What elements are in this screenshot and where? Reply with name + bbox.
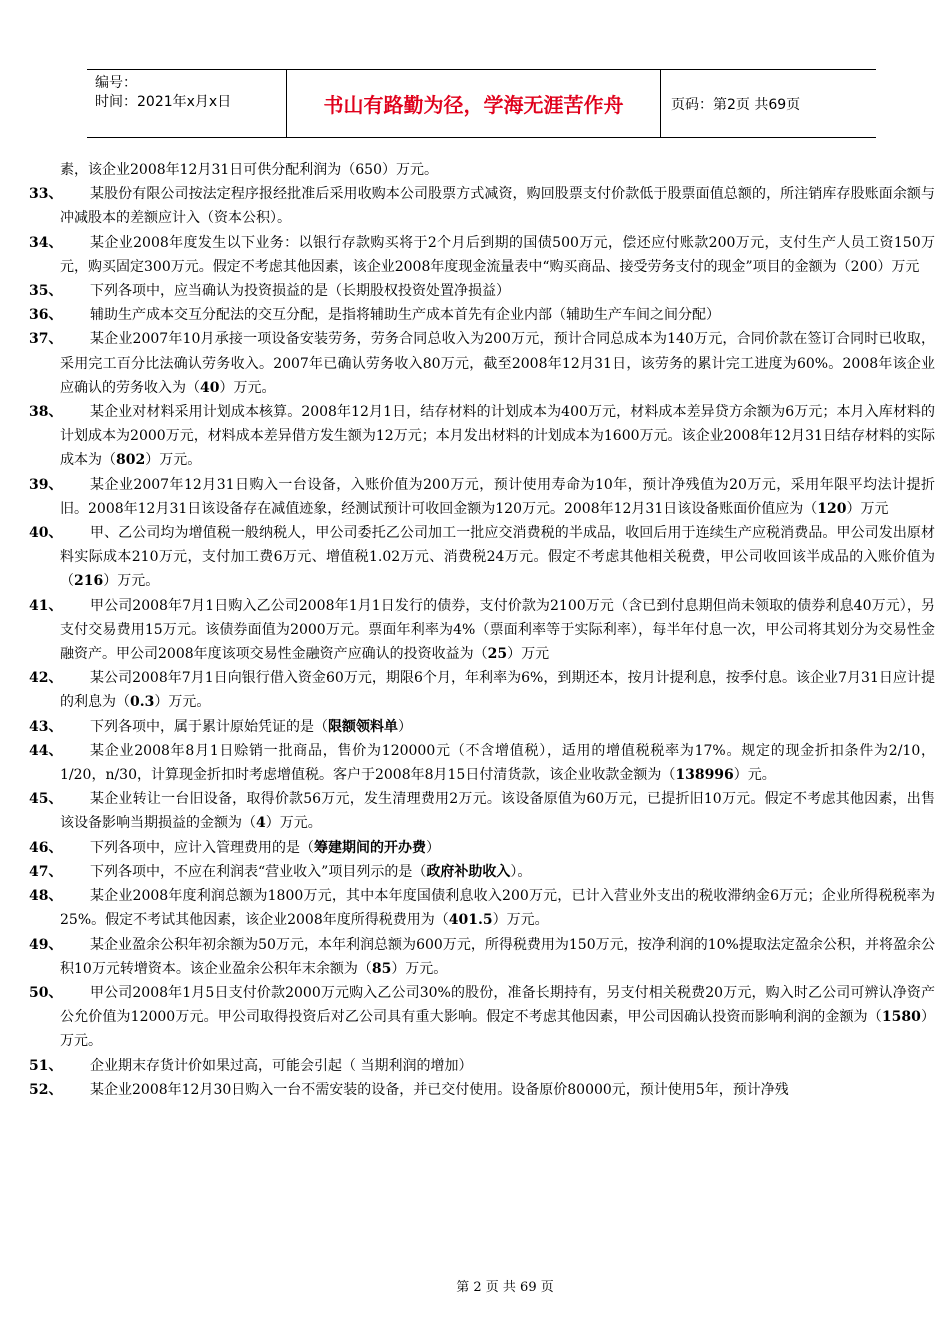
item-text xyxy=(60,303,935,327)
list-item xyxy=(29,836,935,860)
header-meta xyxy=(87,70,287,137)
item-number: 41、 xyxy=(29,597,63,614)
item-suffix: ）万元 xyxy=(846,500,889,517)
item-question: 甲、乙公司均为增值税一般纳税人，甲公司委托乙公司加工一批应交消费税的半成品，收回后用于连续生产应税消费品。甲公司发出原材料实际成本210万元，支付加工费6万元、增值税1.02万元、消费税24万元。假定不考虑其他相关税费，甲公司收回该半成品的入账价值为（ xyxy=(60,525,935,590)
item-number: 40、 xyxy=(29,525,63,542)
item-number: 47、 xyxy=(29,863,63,880)
item-question: 某企业2008年度利润总额为1800万元，其中本年度国债利息收入200万元，已计入营业外支出的税收滞纳金6万元；企业所得税税率为25%。假定不考试其他因素，该企业2008年度所得税费用为（ xyxy=(60,888,935,929)
item-text xyxy=(60,666,935,714)
item-suffix: ）万元。 xyxy=(154,694,211,711)
item-text xyxy=(60,836,935,860)
list-item xyxy=(29,739,935,787)
list-item xyxy=(29,933,935,981)
item-number: 52、 xyxy=(29,1081,63,1098)
item-text xyxy=(60,739,935,787)
item-number: 44、 xyxy=(29,742,63,759)
item-question: 某企业2007年10月承接一项设备安装劳务，劳务合同总收入为200万元，预计合同总成本为140万元，合同价款在签订合同时已收取，采用完工百分比法确认劳务收入。2007年已确认劳务收入80万元，截至2008年12月31日，该劳务的累计完工进度为60%。2008年该企业应确认的劳务收入为（ xyxy=(60,331,935,396)
item-suffix: ）万元。 xyxy=(391,960,448,977)
item-number: 37、 xyxy=(29,331,63,348)
continuation-text: 素，该企业2008年12月31日可供分配利润为（650）万元。 xyxy=(60,162,438,178)
list-item xyxy=(29,182,935,230)
item-question: 下列各项中，应计入管理费用的是（ xyxy=(90,839,314,856)
item-question: 某股份有限公司按法定程序报经批准后采用收购本公司股票方式减资，购回股票支付价款低于股票面值总额的，所注销库存股账面余额与冲减股本的差额应计入（资本公积）。 xyxy=(60,186,935,227)
list-item xyxy=(29,400,935,473)
list-item xyxy=(29,594,935,667)
item-answer: 85 xyxy=(371,960,392,977)
item-suffix: ）万元。 xyxy=(219,379,276,396)
item-number: 43、 xyxy=(29,718,63,735)
item-question: 某企业盈余公积年初余额为50万元，本年利润总额为600万元，所得税费用为150万元，按净利润的10%提取法定盈余公积，并将盈余公积10万元转增资本。该企业盈余公积年末余额为（ xyxy=(60,936,935,977)
item-suffix: ）万元。 xyxy=(145,452,202,469)
item-answer: 筹建期间的开办费 xyxy=(314,839,426,856)
page-footer: 第 2 页 共 69 页 xyxy=(456,1280,554,1295)
item-answer: 4 xyxy=(256,815,266,832)
item-number: 36、 xyxy=(29,307,63,324)
list-item xyxy=(29,787,935,835)
list-item xyxy=(29,231,935,279)
item-answer: 216 xyxy=(74,573,104,590)
item-number: 45、 xyxy=(29,791,63,808)
item-suffix: ）万元。 xyxy=(265,815,322,832)
item-number: 34、 xyxy=(29,234,63,251)
document-body xyxy=(29,158,935,1102)
item-number: 33、 xyxy=(29,186,63,203)
item-suffix: ）万元。 xyxy=(492,912,549,929)
item-question: 辅助生产成本交互分配法的交互分配，是指将辅助生产成本首先有企业内部（辅助生产车间之间分配） xyxy=(90,307,720,324)
item-suffix: ）万元 xyxy=(507,646,550,663)
item-answer: 120 xyxy=(817,500,847,517)
list-item xyxy=(29,981,935,1054)
item-number: 49、 xyxy=(29,936,63,953)
item-answer: 25 xyxy=(487,646,508,663)
item-text xyxy=(60,327,935,400)
item-number: 48、 xyxy=(29,888,63,905)
list-item xyxy=(29,327,935,400)
item-answer: 政府补助收入 xyxy=(426,863,511,880)
item-question: 下列各项中，不应在利润表“营业收入”项目列示的是（ xyxy=(90,863,427,880)
item-question: 下列各项中，应当确认为投资损益的是（长期股权投资处置净损益） xyxy=(90,283,510,300)
item-question: 下列各项中，属于累计原始凭证的是（ xyxy=(90,718,328,735)
item-text xyxy=(60,231,935,279)
item-question: 某企业2007年12月31日购入一台设备，入账价值为200万元，预计使用寿命为10年，预计净残值为20万元，采用年限平均法计提折旧。2008年12月31日该设备存在减值迹象，经测试预计可收回金额为120万元。2008年12月31日该设备账面价值应为（ xyxy=(60,476,935,517)
header-page-label: 页码：第2页 共69页 xyxy=(671,96,801,113)
item-text xyxy=(60,1054,935,1078)
item-answer: 802 xyxy=(116,452,146,469)
item-suffix: ）元。 xyxy=(733,767,776,784)
list-item xyxy=(29,666,935,714)
list-item xyxy=(29,303,935,327)
item-text xyxy=(60,400,935,473)
item-suffix: ） xyxy=(398,718,412,735)
item-question: 某企业转让一台旧设备，取得价款56万元，发生清理费用2万元。该设备原值为60万元，已提折旧10万元。假定不考虑其他因素，出售该设备影响当期损益的金额为（ xyxy=(60,791,935,832)
item-number: 50、 xyxy=(29,984,63,1001)
item-question: 企业期末存货计价如果过高，可能会引起（ 当期利润的增加） xyxy=(90,1057,473,1074)
item-answer: 40 xyxy=(200,379,220,396)
item-question: 某企业2008年12月30日购入一台不需安装的设备，并已交付使用。设备原价80000元，预计使用5年，预计净残 xyxy=(90,1081,789,1098)
item-question: 某公司2008年7月1日向银行借入资金60万元，期限6个月，年利率为6%，到期还本，按月计提利息，按季付息。该企业7月31日应计提的利息为（ xyxy=(60,670,935,711)
item-text xyxy=(60,933,935,981)
item-answer: 0.3 xyxy=(130,694,155,711)
list-item xyxy=(29,884,935,932)
item-suffix: ）。 xyxy=(510,863,532,880)
item-answer: 138996 xyxy=(675,767,734,784)
item-text xyxy=(60,279,935,303)
item-answer: 401.5 xyxy=(448,912,493,929)
item-question: 某企业2008年度发生以下业务：以银行存款购买将于2个月后到期的国债500万元，偿还应付账款200万元，支付生产人员工资150万元，购买固定300万元。假定不考虑其他因素，该企业2008年度现金流量表中“购买商品、接受劳务支付的现金”项目的金额为（200）万元 xyxy=(60,234,935,275)
number-label: 编号： xyxy=(95,75,137,91)
list-item xyxy=(29,1078,935,1102)
item-text xyxy=(60,521,935,594)
item-number: 38、 xyxy=(29,404,63,421)
item-text xyxy=(60,1078,935,1102)
item-question: 甲公司2008年1月5日支付价款2000万元购入乙公司30%的股份，准备长期持有，另支付相关税费20万元，购入时乙公司可辨认净资产公允价值为12000万元。甲公司取得投资后对乙公司具有重大影响。假定不考虑其他因素，甲公司因确认投资而影响利润的金额为（ xyxy=(60,984,935,1026)
page-header xyxy=(87,69,876,138)
item-answer: 1580 xyxy=(881,1009,921,1026)
item-suffix: ）万元。 xyxy=(60,1009,935,1050)
list-item xyxy=(29,521,935,594)
item-number: 35、 xyxy=(29,283,63,300)
item-suffix: ） xyxy=(426,839,440,856)
item-text xyxy=(60,884,935,932)
list-item xyxy=(29,279,935,303)
item-text xyxy=(60,981,935,1054)
item-text xyxy=(60,787,935,835)
item-number: 46、 xyxy=(29,839,63,856)
item-suffix: ）万元。 xyxy=(103,573,160,590)
item-question: 某企业对材料采用计划成本核算。2008年12月1日，结存材料的计划成本为400万元，材料成本差异贷方余额为6万元；本月入库材料的计划成本为2000万元，材料成本差异借方发生额为12万元；本月发出材料的计划成本为1600万元。该企业2008年12月31日结存材料的实际成本为（ xyxy=(60,404,935,469)
item-text xyxy=(60,182,935,230)
list-item xyxy=(29,473,935,521)
list-item xyxy=(29,1054,935,1078)
item-text xyxy=(60,594,935,667)
item-text xyxy=(60,473,935,521)
item-text xyxy=(60,860,935,884)
list-item xyxy=(29,715,935,739)
item-number: 39、 xyxy=(29,476,63,493)
item-number: 51、 xyxy=(29,1057,63,1074)
item-question: 甲公司2008年7月1日购入乙公司2008年1月1日发行的债券，支付价款为2100万元（含已到付息期但尚未领取的债券利息40万元），另支付交易费用15万元。该债券面值为2000万元。票面年利率为4%（票面利率等于实际利率），每半年付息一次，甲公司将其划分为交易性金融资产。甲公司2008年度该项交易性金融资产应确认的投资收益为（ xyxy=(60,597,935,663)
item-question: 某企业2008年8月1日赊销一批商品，售价为120000元（不含增值税），适用的增值税税率为17%。规定的现金折扣条件为2/10，1/20，n/30，计算现金折扣时考虑增值税。客户于2008年8月15日付清货款，该企业收款金额为（ xyxy=(60,742,935,784)
header-motto: 书山有路勤为径，学海无涯苦作舟 xyxy=(287,70,661,137)
time-label: 时间：2021年x月x日 xyxy=(95,94,232,110)
item-number: 42、 xyxy=(29,670,63,687)
item-answer: 限额领料单 xyxy=(328,718,398,735)
question-list xyxy=(29,182,935,1102)
list-item xyxy=(29,860,935,884)
item-text xyxy=(60,715,935,739)
